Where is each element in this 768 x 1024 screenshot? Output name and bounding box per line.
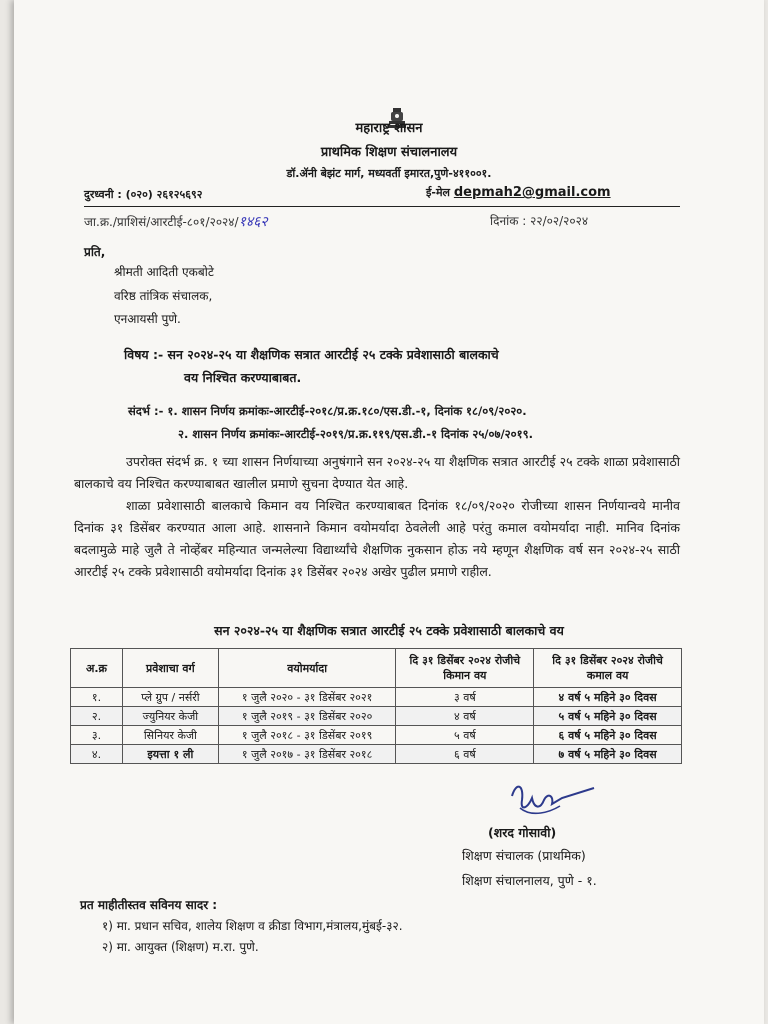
table-cell: १ जुलै २०१९ - ३१ डिसेंबर २०२० <box>218 707 396 726</box>
column-header: प्रवेशाचा वर्ग <box>122 649 218 688</box>
copy-to-heading: प्रत माहीतीस्तव सविनय सादर : <box>80 898 218 912</box>
recipient-salutation: प्रति, <box>84 245 106 259</box>
reference-number <box>84 212 268 231</box>
signatory-title: शिक्षण संचालक (प्राथमिक) <box>462 848 586 863</box>
column-header: अ.क्र <box>71 649 123 688</box>
table-cell: ज्युनियर केजी <box>122 707 218 726</box>
reference-line-2: २. शासन निर्णय क्रमांकः-आरटीई-२०१९/प्र.क्र.११९/एस.डी.-१ दिनांक २५/०७/२०१९. <box>178 427 533 441</box>
reference-line-1: संदर्भ :- १. शासन निर्णय क्रमांकः-आरटीई-२०१८/प्र.क्र.१८०/एस.डी.-१, दिनांक १८/०९/२०२०. <box>128 404 527 418</box>
subject-line-1: विषय :- सन २०२४-२५ या शैक्षणिक सत्रात आरटीई २५ टक्के प्रवेशासाठी बालकाचे <box>124 347 499 362</box>
column-header: वयोमर्यादा <box>218 649 396 688</box>
office-address: डॉ.ॲनी बेझंट मार्ग, मध्यवर्ती इमारत,पुणे-४११००१. <box>286 167 492 180</box>
table-cell: ६ वर्ष <box>396 745 534 764</box>
signatory-name: (शरद गोसावी) <box>488 825 557 840</box>
recipient-name: श्रीमती आदिती एकबोटे <box>114 265 214 279</box>
table-cell: ७ वर्ष ५ महिने ३० दिवस <box>534 745 682 764</box>
recipient-office: एनआयसी पुणे. <box>114 312 181 326</box>
signatory-office: शिक्षण संचालनालय, पुणे - १. <box>462 873 597 888</box>
recipient-designation: वरिष्ठ तांत्रिक संचालक, <box>114 289 213 303</box>
table-cell: ४. <box>71 745 123 764</box>
table-header-row <box>71 649 682 688</box>
email-address[interactable]: depmah2@gmail.com <box>453 185 611 200</box>
table-cell: ६ वर्ष ५ महिने ३० दिवस <box>534 726 682 745</box>
table-cell: ३. <box>71 726 123 745</box>
table-row <box>71 745 682 764</box>
header-divider <box>84 206 680 207</box>
copy-to-item: २) मा. आयुक्त (शिक्षण) म.रा. पुणे. <box>102 940 259 954</box>
govt-name: महाराष्ट्र शासन <box>355 121 423 136</box>
table-title: सन २०२४-२५ या शैक्षणिक सत्रात आरटीई २५ टक्के प्रवेशासाठी बालकाचे वय <box>214 623 564 638</box>
table-row <box>71 726 682 745</box>
table-cell: १ जुलै २०१८ - ३१ डिसेंबर २०१९ <box>218 726 396 745</box>
table-cell: ५ वर्ष <box>396 726 534 745</box>
reference-handwritten-number: १४६२ <box>238 214 268 230</box>
email-label: ई-मेल <box>426 186 451 199</box>
table-cell: ३ वर्ष <box>396 688 534 707</box>
letter-date: दिनांक : २२/०२/२०२४ <box>490 214 589 228</box>
table-cell: २. <box>71 707 123 726</box>
table-cell: १. <box>71 688 123 707</box>
table-cell: ४ वर्ष ५ महिने ३० दिवस <box>534 688 682 707</box>
table-cell: इयत्ता १ ली <box>122 745 218 764</box>
column-header: दि ३१ डिसेंबर २०२४ रोजीचे कमाल वय <box>534 649 682 688</box>
table-cell: १ जुलै २०१७ - ३१ डिसेंबर २०१८ <box>218 745 396 764</box>
phone-number: दुरध्वनी : (०२०) २६१२५६९२ <box>84 188 203 201</box>
body-paragraph-2: शाळा प्रवेशासाठी बालकाचे किमान वय निश्चित करण्याबाबत दिनांक १८/०९/२०२० रोजीच्या शासन निर्णयान्वये मानीव दिनांक ३१ डिसेंबर करण्यात आला आहे. शासनाने किमान वयोमर्यादा ठेवलेली आहे परंतु कमाल वयोमर्यादा नाही. मानिव दिनांक बदलामुळे माहे जुलै ते नोव्हेंबर महिन्यात जन्मलेल्या विद्यार्थ्यांचे शैक्षणिक नुकसान होऊ नये म्हणून शैक्षणिक वर्ष सन २०२४-२५ साठी आरटीई २५ टक्के प्रवेशासाठी वयोमर्यादा दिनांक ३१ डिसेंबर २०२४ अखेर पुढील प्रमाणे राहील. <box>74 498 680 579</box>
table-cell: ४ वर्ष <box>396 707 534 726</box>
email-line <box>426 185 611 200</box>
table-cell: १ जुलै २०२० - ३१ डिसेंबर २०२१ <box>218 688 396 707</box>
subject-line-2: वय निश्चित करण्याबाबत. <box>184 370 302 385</box>
copy-to-item: १) मा. प्रधान सचिव, शालेय शिक्षण व क्रीडा विभाग,मंत्रालय,मुंबई-३२. <box>102 919 403 933</box>
body-paragraph-1: उपरोक्त संदर्भ क्र. १ च्या शासन निर्णयाच्या अनुषंगाने सन २०२४-२५ या शैक्षणिक सत्रात आरटीई २५ टक्के शाळा प्रवेशासाठी बालकाचे वय निश्चित करण्याबाबत खालील प्रमाणे सुचना देण्यात येत आहे. <box>74 454 680 491</box>
table-row <box>71 688 682 707</box>
directorate-name: प्राथमिक शिक्षण संचालनालय <box>320 145 458 160</box>
table-cell: ५ वर्ष ५ महिने ३० दिवस <box>534 707 682 726</box>
table-cell: सिनियर केजी <box>122 726 218 745</box>
column-header: दि ३१ डिसेंबर २०२४ रोजीचे किमान वय <box>396 649 534 688</box>
reference-prefix: जा.क्र./प्राशिसं/आरटीई-८०१/२०२४/ <box>84 215 239 229</box>
circular-page <box>14 0 764 1024</box>
table-row <box>71 707 682 726</box>
age-limit-table <box>70 648 682 764</box>
table-cell: प्ले ग्रुप / नर्सरी <box>122 688 218 707</box>
